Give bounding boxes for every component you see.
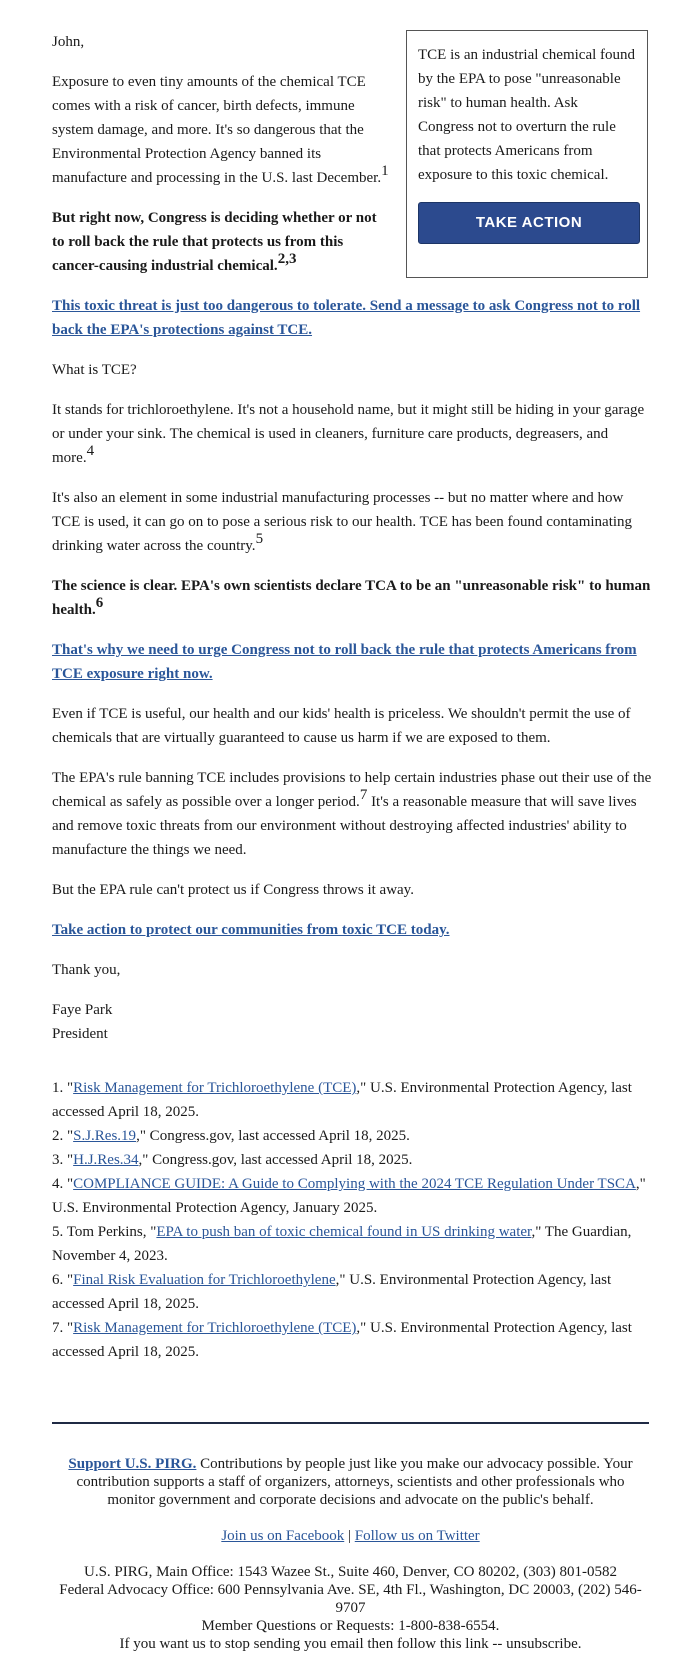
footnote-link[interactable]: Risk Management for Trichloroethylene (TCE) bbox=[73, 1080, 357, 1096]
congress-throws-paragraph: But the EPA rule can't protect us if Congress throws it away. bbox=[52, 882, 414, 898]
what-is-tce-heading: What is TCE? bbox=[52, 362, 137, 378]
footnote-item: 1. "Risk Management for Trichloroethylene (TCE)," U.S. Environmental Protection Agency, last accessed April 18, 2025. bbox=[52, 1080, 632, 1120]
federal-office-address: Federal Advocacy Office: 600 Pennsylvania Ave. SE, 4th Fl., Washington, DC 20003, (202) 546-9707 bbox=[59, 1582, 642, 1616]
footnote-item: 2. "S.J.Res.19," Congress.gov, last accessed April 18, 2025. bbox=[52, 1128, 410, 1144]
footnote-link[interactable]: EPA to push ban of toxic chemical found in US drinking water bbox=[156, 1224, 532, 1240]
footnote-ref: 7 bbox=[359, 787, 368, 803]
congress-paragraph: But right now, Congress is deciding whether or not to roll back the rule that protects us from this cancer-causing industrial chemical.$^{2,3}$ bbox=[52, 210, 377, 274]
footnote-ref: 6 bbox=[95, 595, 104, 611]
twitter-link[interactable]: Follow us on Twitter bbox=[354, 1528, 480, 1544]
footer bbox=[52, 1455, 649, 1653]
footnote-link[interactable]: H.J.Res.34 bbox=[73, 1152, 139, 1168]
signer-title: President bbox=[52, 1026, 108, 1042]
rule-paragraph: The EPA's rule banning TCE includes provisions to help certain industries phase out their use of the chemical as safely as possible over a longer period.$^7$ It's a reasonable measure that will save lives and remove toxic threats from our environment without destroying affected industries' ability to manufacture the things we need. bbox=[52, 770, 652, 858]
footnote-link[interactable]: Risk Management for Trichloroethylene (TCE) bbox=[73, 1320, 357, 1336]
footnote-item: 6. "Final Risk Evaluation for Trichloroethylene," U.S. Environmental Protection Agency, last accessed April 18, 2025. bbox=[52, 1272, 612, 1312]
footnote-ref: 5 bbox=[255, 531, 264, 547]
footnote-ref: 2,3 bbox=[277, 251, 297, 267]
footer-divider bbox=[52, 1422, 649, 1424]
footnote-link[interactable]: Final Risk Evaluation for Trichloroethylene bbox=[73, 1272, 336, 1288]
footnote-link[interactable]: S.J.Res.19 bbox=[73, 1128, 137, 1144]
main-office-address: U.S. PIRG, Main Office: 1543 Wazee St., Suite 460, Denver, CO 80202, (303) 801-0582 bbox=[84, 1564, 617, 1580]
science-paragraph: The science is clear. EPA's own scientists declare TCA to be an "unreasonable risk" to human health.$^6$ bbox=[52, 578, 651, 618]
footnote-item: 5. Tom Perkins, "EPA to push ban of toxic chemical found in US drinking water," The Guardian, November 4, 2023. bbox=[52, 1224, 632, 1264]
social-links: Join us on Facebook | Follow us on Twitter bbox=[221, 1528, 480, 1544]
unsubscribe-text[interactable]: If you want us to stop sending you email then follow this link -- unsubscribe. bbox=[119, 1636, 582, 1652]
take-action-link[interactable]: Take action to protect our communities from toxic TCE today. bbox=[52, 922, 450, 938]
email-body bbox=[52, 30, 652, 1364]
urge-congress-link[interactable]: That's why we need to urge Congress not to roll back the rule that protects Americans from TCE exposure right now. bbox=[52, 642, 637, 682]
footnote-item: 3. "H.J.Res.34," Congress.gov, last accessed April 18, 2025. bbox=[52, 1152, 413, 1168]
send-message-link[interactable]: This toxic threat is just too dangerous to tolerate. Send a message to ask Congress not to roll back the EPA's protections against TCE. bbox=[52, 298, 641, 338]
trichloroethylene-paragraph: It stands for trichloroethylene. It's not a household name, but it might still be hiding in your garage or under your sink. The chemical is used in cleaners, furniture care products, degreasers, and more.$^4$ bbox=[52, 402, 645, 466]
footnote-item: 4. "COMPLIANCE GUIDE: A Guide to Complying with the 2024 TCE Regulation Under TSCA," U.S. Environmental Protection Agency, January 2025. bbox=[52, 1176, 646, 1216]
footnote-ref: 1 bbox=[381, 163, 389, 179]
facebook-link[interactable]: Join us on Facebook bbox=[221, 1528, 345, 1544]
greeting: John, bbox=[52, 34, 85, 50]
take-action-button[interactable]: TAKE ACTION bbox=[418, 202, 640, 244]
signer-name: Faye Park bbox=[52, 1002, 113, 1018]
closing: Thank you, bbox=[52, 962, 121, 978]
sidebox-text: TCE is an industrial chemical found by the EPA to pose "unreasonable risk" to human health. Ask Congress not to overturn the rule that protects Americans from exposure to this toxic chemical. bbox=[418, 47, 636, 183]
intro-paragraph: Exposure to even tiny amounts of the chemical TCE comes with a risk of cancer, birth defects, immune system damage, and more. It's so dangerous that the Environmental Protection Agency banned its manufacture and processing in the U.S. last December.$^1$ bbox=[52, 74, 389, 186]
footnote-link[interactable]: COMPLIANCE GUIDE: A Guide to Complying with the 2024 TCE Regulation Under TSCA bbox=[73, 1176, 636, 1192]
member-questions: Member Questions or Requests: 1-800-838-6554. bbox=[201, 1618, 500, 1634]
footnotes-list bbox=[52, 1076, 652, 1364]
footnote-item: 7. "Risk Management for Trichloroethylene (TCE)," U.S. Environmental Protection Agency, last accessed April 18, 2025. bbox=[52, 1320, 632, 1360]
industrial-paragraph: It's also an element in some industrial manufacturing processes -- but no matter where and how TCE is used, it can go on to pose a serious risk to our health. TCE has been found contaminating drinking water across the country.$^5$ bbox=[52, 490, 633, 554]
footnote-ref: 4 bbox=[86, 443, 95, 459]
support-link[interactable]: Support U.S. PIRG. bbox=[68, 1456, 197, 1472]
support-paragraph: Support U.S. PIRG. Contributions by people just like you make our advocacy possible. Your contribution supports a staff of organizers, attorneys, scientists and other professionals who monitor government and corporate decisions and advocate on the public's behalf. bbox=[68, 1456, 633, 1508]
signature bbox=[52, 998, 652, 1046]
priceless-paragraph: Even if TCE is useful, our health and our kids' health is priceless. We shouldn't permit the use of chemicals that are virtually guaranteed to cause us harm if we are exposed to them. bbox=[52, 706, 631, 746]
